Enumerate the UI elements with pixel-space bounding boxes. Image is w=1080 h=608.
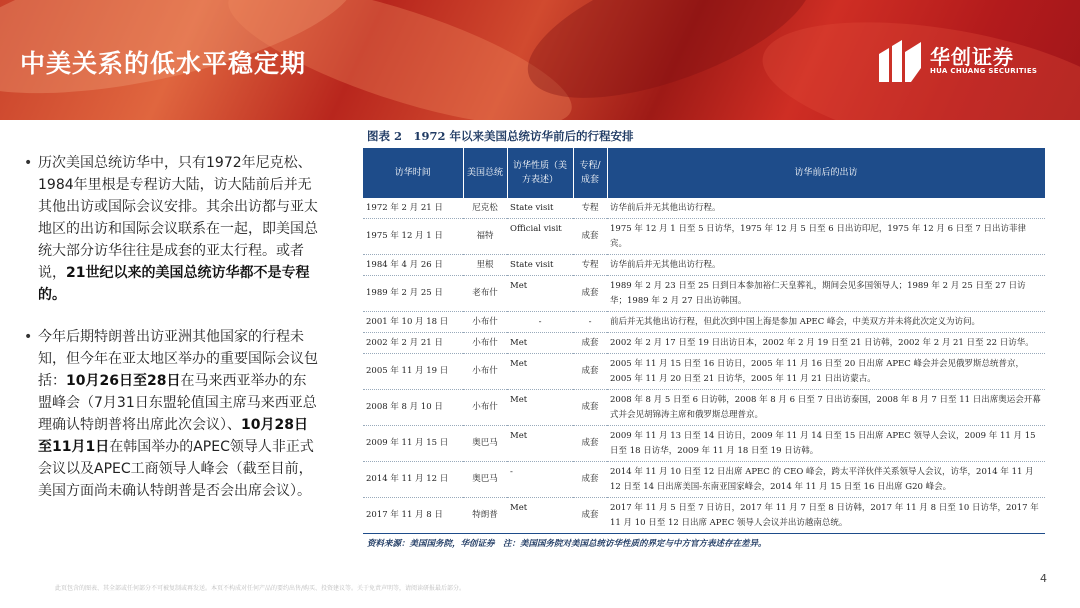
cell-date: 2002 年 2 月 21 日 — [363, 333, 463, 354]
logo-english-text: HUA CHUANG SECURITIES — [930, 67, 1038, 75]
column-header-president: 美国总统 — [463, 148, 507, 198]
cell-type: 成套 — [573, 276, 607, 312]
cell-trips: 2014 年 11 月 10 日至 12 日出席 APEC 的 CEO 峰会，跨太平洋伙伴关系领导人会议，访华，2014 年 11 月 12 日至 14 日出席美国-东南亚国家峰会，2014 年 11 月 15 日至 16 日出席 G20 峰会。 — [607, 462, 1045, 498]
cell-type: 成套 — [573, 426, 607, 462]
cell-nature: Met — [507, 276, 573, 312]
bullet-2-text-b: 在马来西亚举办的东盟峰会（7月31日东盟轮值国主席马来西亚总理确认特朗普将出席此次会议）、 — [38, 373, 317, 433]
cell-president: 福特 — [463, 219, 507, 255]
president-visits-table — [363, 148, 1046, 534]
cell-nature: Met — [507, 390, 573, 426]
cell-date: 2008 年 8 月 10 日 — [363, 390, 463, 426]
cell-date: 2017 年 11 月 8 日 — [363, 498, 463, 534]
bullet-2-text-c: 在韩国举办的APEC领导人非正式会议以及APEC工商领导人峰会（截至目前，美国方面尚未确认特朗普是否会出席会议）。 — [38, 439, 314, 499]
bullet-2-date-apec: 10月28日至11月1日 — [38, 417, 308, 455]
cell-nature: - — [507, 462, 573, 498]
table-row — [363, 276, 1045, 312]
cell-trips: 2008 年 8 月 5 日至 6 日访韩，2008 年 8 月 6 日至 7 日出访泰国，2008 年 8 月 7 日至 11 日出席奥运会开幕式并会见胡锦涛主席和俄罗斯总理普京。 — [607, 390, 1045, 426]
visits-table-figure — [363, 128, 1045, 549]
cell-trips: 访华前后并无其他出访行程。 — [607, 198, 1045, 219]
cell-type: 成套 — [573, 333, 607, 354]
table-row — [363, 198, 1045, 219]
bullet-1-text: 历次美国总统访华中，只有1972年尼克松、1984年里根是专程访大陆，访大陆前后并无其他出访或国际会议安排。其余出访都与亚太地区的出访和国际会议联系在一起，即美国总统大部分访华往往是成套的亚太行程。或者说， — [38, 155, 318, 281]
company-logo — [877, 38, 1038, 84]
bullet-point-1 — [28, 152, 318, 306]
table-row — [363, 312, 1045, 333]
table-row — [363, 219, 1045, 255]
cell-type: - — [573, 312, 607, 333]
cell-type: 成套 — [573, 390, 607, 426]
page-number: 4 — [1040, 572, 1047, 585]
cell-type: 成套 — [573, 219, 607, 255]
cell-type: 成套 — [573, 498, 607, 534]
cell-nature: Official visit — [507, 219, 573, 255]
bullet-1-emphasis: 21世纪以来的美国总统访华都不是专程的。 — [38, 265, 310, 303]
column-header-date: 访华时间 — [363, 148, 463, 198]
cell-president: 小布什 — [463, 354, 507, 390]
cell-trips: 2009 年 11 月 13 日至 14 日访日，2009 年 11 月 14 日至 15 日出席 APEC 领导人会议，2009 年 11 月 15 日至 18 日访华，2009 年 11 月 18 日至 19 日访韩。 — [607, 426, 1045, 462]
cell-nature: Met — [507, 498, 573, 534]
table-row — [363, 498, 1045, 534]
bullet-2-date-asean: 10月26日至28日 — [66, 373, 181, 389]
cell-nature: State visit — [507, 255, 573, 276]
bullet-point-2 — [28, 326, 318, 502]
cell-date: 2009 年 11 月 15 日 — [363, 426, 463, 462]
column-header-type: 专程/成套 — [573, 148, 607, 198]
table-source-note: 资料来源：美国国务院，华创证券 注：美国国务院对美国总统访华性质的界定与中方官方表述存在差异。 — [367, 539, 767, 549]
cell-president: 小布什 — [463, 333, 507, 354]
column-header-trips: 访华前后的出访 — [607, 148, 1045, 198]
cell-date: 2014 年 11 月 12 日 — [363, 462, 463, 498]
cell-trips: 1975 年 12 月 1 日至 5 日访华，1975 年 12 月 5 日至 6 日出访印尼，1975 年 12 月 6 日至 7 日出访菲律宾。 — [607, 219, 1045, 255]
cell-president: 特朗普 — [463, 498, 507, 534]
cell-date: 1975 年 12 月 1 日 — [363, 219, 463, 255]
footer-disclaimer: 此页包含的图表、其全部或任何部分不可被复制或再发送。本页不构成对任何产品的要约出售/购买、投资建议等。关于免责声明等，请阅读研报最后部分。 — [55, 585, 466, 592]
cell-nature: Met — [507, 354, 573, 390]
cell-president: 小布什 — [463, 390, 507, 426]
cell-trips: 1989 年 2 月 23 日至 25 日到日本参加裕仁天皇葬礼，期间会见多国领导人；1989 年 2 月 25 日至 27 日访华；1989 年 2 月 27 日出访韩国。 — [607, 276, 1045, 312]
cell-type: 专程 — [573, 198, 607, 219]
cell-president: 老布什 — [463, 276, 507, 312]
bullet-2-text-a: 今年后期特朗普出访亚洲其他国家的行程未知，但今年在亚太地区举办的重要国际会议包括： — [38, 329, 318, 389]
table-caption: 图表 2 1972 年以来美国总统访华前后的行程安排 — [367, 129, 634, 143]
cell-president: 奥巴马 — [463, 426, 507, 462]
cell-type: 成套 — [573, 354, 607, 390]
column-header-nature: 访华性质（美方表述） — [507, 148, 573, 198]
cell-date: 2001 年 10 月 18 日 — [363, 312, 463, 333]
cell-president: 奥巴马 — [463, 462, 507, 498]
cell-date: 2005 年 11 月 19 日 — [363, 354, 463, 390]
cell-president: 里根 — [463, 255, 507, 276]
table-row — [363, 426, 1045, 462]
cell-trips: 2017 年 11 月 5 日至 7 日访日，2017 年 11 月 7 日至 8 日访韩，2017 年 11 月 8 日至 10 日访华，2017 年 11 月 10 日至 12 日出席 APEC 领导人会议并出访越南总统。 — [607, 498, 1045, 534]
cell-nature: Met — [507, 333, 573, 354]
logo-mark-icon — [877, 38, 923, 84]
cell-type: 专程 — [573, 255, 607, 276]
table-row — [363, 333, 1045, 354]
table-row — [363, 390, 1045, 426]
table-row — [363, 462, 1045, 498]
cell-trips: 2002 年 2 月 17 日至 19 日出访日本，2002 年 2 月 19 日至 21 日访韩，2002 年 2 月 21 日至 22 日访华。 — [607, 333, 1045, 354]
cell-trips: 访华前后并无其他出访行程。 — [607, 255, 1045, 276]
cell-nature: State visit — [507, 198, 573, 219]
cell-date: 1984 年 4 月 26 日 — [363, 255, 463, 276]
table-row — [363, 354, 1045, 390]
cell-date: 1989 年 2 月 25 日 — [363, 276, 463, 312]
cell-nature: - — [507, 312, 573, 333]
cell-date: 1972 年 2 月 21 日 — [363, 198, 463, 219]
cell-president: 小布什 — [463, 312, 507, 333]
table-row — [363, 255, 1045, 276]
header-banner — [0, 0, 1080, 120]
cell-type: 成套 — [573, 462, 607, 498]
logo-chinese-text: 华创证券 — [930, 45, 1014, 69]
cell-president: 尼克松 — [463, 198, 507, 219]
cell-trips: 2005 年 11 月 15 日至 16 日访日，2005 年 11 月 16 日至 20 日出席 APEC 峰会并会见俄罗斯总统普京，2005 年 11 月 20 日至 21 日访华，2005 年 11 月 21 日出访蒙古。 — [607, 354, 1045, 390]
cell-trips: 前后并无其他出访行程，但此次到中国上海是参加 APEC 峰会，中美双方并未将此次定义为访问。 — [607, 312, 1045, 333]
page-title: 中美关系的低水平稳定期 — [20, 49, 307, 78]
cell-nature: Met — [507, 426, 573, 462]
commentary-column — [28, 152, 318, 502]
